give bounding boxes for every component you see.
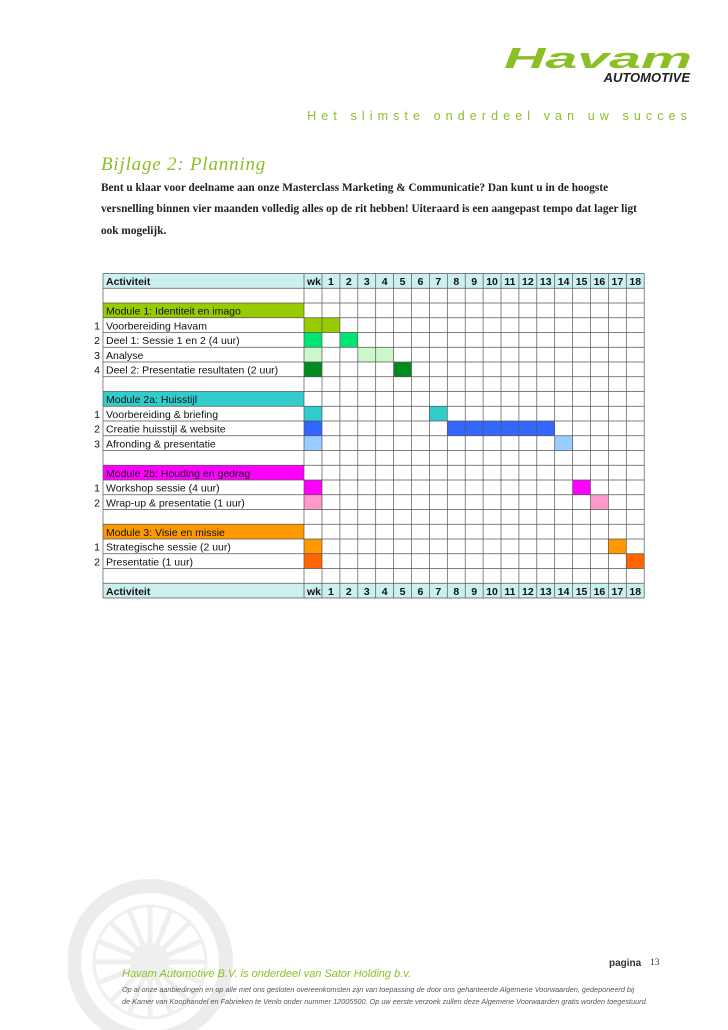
activity-label: Wrap-up & presentatie (1 uur) (106, 497, 245, 510)
week-number: 13 (539, 585, 552, 598)
fine-print-line-2: de Kamer van Koophandel en Fabrieken te Venlo onder nummer 12005500. Op uw eerste verzoek zullen deze Algemene Voorwaarden gratis worden toegestuurd. (122, 997, 648, 1006)
activity-number: 2 (94, 497, 100, 510)
module-title: Module 3: Visie en missie (106, 526, 225, 539)
gantt-bar-cell (591, 495, 609, 510)
week-number: 1 (328, 585, 334, 598)
week-number: 1 (328, 276, 334, 289)
page-label: pagina (609, 958, 642, 969)
activity-color-key (304, 406, 322, 421)
activity-number: 2 (94, 423, 100, 436)
week-number: 17 (611, 276, 624, 289)
week-number: 14 (557, 585, 570, 598)
week-number: 5 (399, 276, 406, 289)
gantt-bar-cell (555, 436, 573, 451)
header-label: Activiteit (106, 585, 151, 598)
logo-subtitle: AUTOMOTIVE (603, 70, 690, 84)
week-number: 12 (522, 276, 534, 289)
week-number: 2 (345, 276, 352, 289)
week-label: wk (307, 585, 322, 598)
module-title: Module 2b: Houding en gedrag (106, 467, 251, 480)
activity-color-key (304, 347, 322, 362)
gantt-bar-cell (483, 421, 501, 436)
activity-number: 4 (94, 364, 100, 377)
activity-color-key (304, 539, 322, 554)
module-title: Module 2a: Huisstijl (106, 394, 198, 407)
gantt-bar-cell (537, 421, 555, 436)
week-number: 18 (629, 585, 642, 598)
week-number: 4 (381, 276, 388, 289)
week-number: 15 (575, 585, 588, 598)
gantt-bar-cell (465, 421, 483, 436)
tagline: Het slimste onderdeel van uw succes (307, 109, 692, 123)
activity-label: Presentatie (1 uur) (106, 556, 193, 569)
week-number: 12 (522, 585, 534, 598)
activity-color-key (304, 436, 322, 451)
module-title: Module 1: Identiteit en imago (106, 305, 241, 318)
gantt-bar-cell (626, 554, 644, 569)
activity-label: Voorbereiding & briefing (106, 408, 219, 421)
week-number: 10 (486, 585, 498, 598)
week-number: 14 (557, 276, 570, 289)
week-number: 11 (504, 585, 516, 598)
activity-label: Strategische sessie (2 uur) (106, 541, 231, 554)
gantt-bar-cell (394, 362, 412, 377)
week-number: 3 (363, 585, 370, 598)
header-label: Activiteit (106, 276, 151, 289)
week-number: 2 (345, 585, 352, 598)
week-number: 3 (363, 276, 370, 289)
week-number: 16 (593, 276, 606, 289)
week-number: 11 (504, 276, 516, 289)
activity-color-key (304, 554, 322, 569)
activity-label: Afronding & presentatie (106, 438, 216, 451)
gantt-bar-cell (340, 333, 358, 348)
activity-number: 1 (94, 541, 100, 554)
page-number: 13 (650, 958, 660, 968)
week-number: 9 (471, 276, 478, 289)
activity-label: Voorbereiding Havam (106, 320, 207, 333)
gantt-bar-cell (429, 406, 447, 421)
gantt-bar-cell (376, 347, 394, 362)
week-label: wk (307, 276, 322, 289)
activity-color-key (304, 318, 322, 333)
activity-label: Workshop sessie (4 uur) (106, 482, 220, 495)
gantt-bar-cell (608, 539, 626, 554)
section-title: Bijlage 2: Planning (101, 154, 267, 175)
activity-color-key (304, 362, 322, 377)
company-line: Havam Automotive B.V. is onderdeel van Sator Holding b.v. (122, 968, 411, 980)
gantt-bar-cell (358, 347, 376, 362)
week-number: 6 (417, 585, 424, 598)
activity-number: 3 (94, 438, 100, 451)
activity-label: Deel 1: Sessie 1 en 2 (4 uur) (106, 335, 240, 348)
activity-color-key (304, 480, 322, 495)
week-number: 4 (381, 585, 388, 598)
week-number: 7 (435, 276, 442, 289)
gantt-bar-cell (519, 421, 537, 436)
week-number: 8 (453, 276, 460, 289)
week-number: 18 (629, 276, 642, 289)
week-number: 15 (575, 276, 588, 289)
week-number: 16 (593, 585, 606, 598)
wheel-watermark (68, 870, 238, 1030)
gantt-bar-cell (447, 421, 465, 436)
activity-number: 2 (94, 556, 100, 569)
intro-paragraph: Bent u klaar voor deelname aan onze Masterclass Marketing & Communicatie? Dan kunt u in de hoogste versnelling binnen vier maanden volledig alles op de rit hebben! Uiteraard is een aangepast tempo dat lager ligt ook mogelijk. (101, 182, 637, 237)
week-number: 7 (435, 585, 442, 598)
gantt-bar-cell (322, 318, 340, 333)
activity-color-key (304, 495, 322, 510)
activity-number: 1 (94, 320, 100, 333)
activity-label: Deel 2: Presentatie resultaten (2 uur) (106, 364, 279, 377)
activity-number: 3 (94, 349, 100, 362)
activity-label: Creatie huisstijl & website (106, 423, 226, 436)
activity-number: 1 (94, 482, 100, 495)
week-number: 13 (539, 276, 552, 289)
activity-number: 1 (94, 408, 100, 421)
week-number: 8 (453, 585, 460, 598)
fine-print-line-1: Op al onze aanbiedingen en op alle met ons gesloten overeenkomsten zijn van toepassing de door ons gehanteerde Algemene Voorwaarden, gedeponeerd bij (122, 985, 635, 994)
week-number: 5 (399, 585, 406, 598)
activity-color-key (304, 421, 322, 436)
week-number: 10 (486, 276, 498, 289)
week-number: 9 (471, 585, 478, 598)
logo-word: Havam (504, 44, 692, 75)
activity-number: 2 (94, 335, 100, 348)
gantt-bar-cell (573, 480, 591, 495)
gantt-bar-cell (501, 421, 519, 436)
activity-label: Analyse (106, 349, 144, 362)
week-number: 17 (611, 585, 624, 598)
activity-color-key (304, 333, 322, 348)
week-number: 6 (417, 276, 424, 289)
